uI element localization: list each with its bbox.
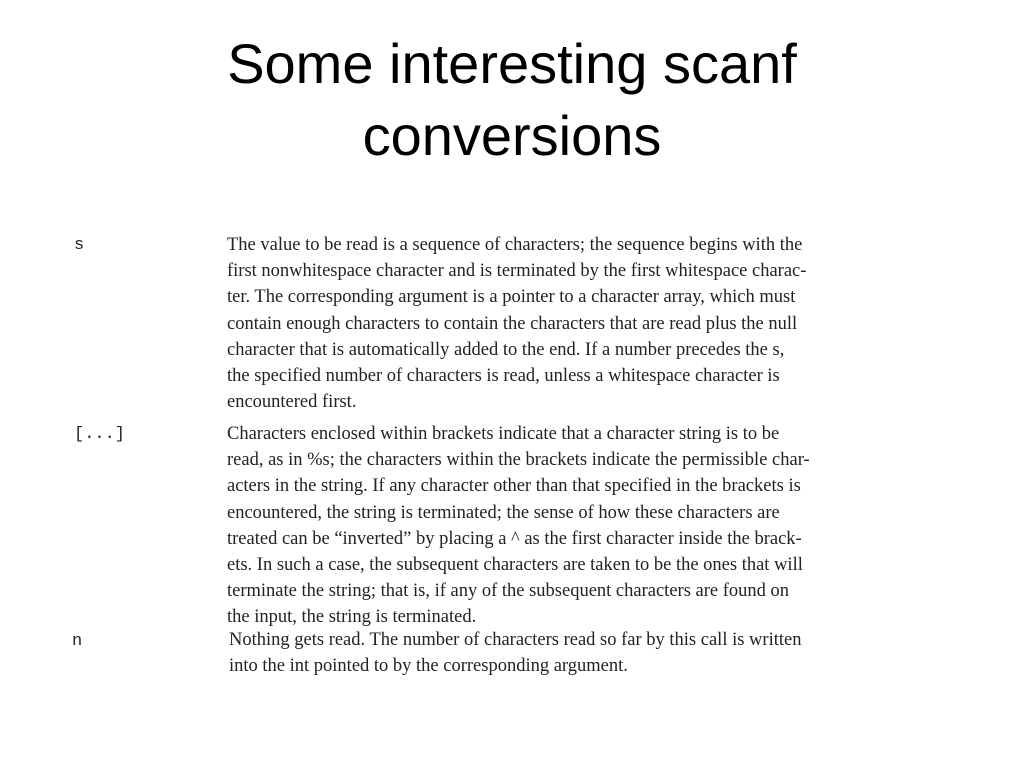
description-line: acters in the string. If any character other than that specified in the brackets is bbox=[227, 476, 801, 497]
description-line: encountered first. bbox=[227, 392, 357, 413]
conversion-description bbox=[229, 627, 801, 679]
description-line: into the int pointed to by the corresponding argument. bbox=[229, 656, 628, 677]
description-line: terminate the string; that is, if any of the subsequent characters are found on bbox=[227, 581, 790, 602]
conversion-description bbox=[227, 232, 806, 415]
description-line: ter. The corresponding argument is a pointer to a character array, which must bbox=[227, 287, 796, 308]
description-line: the input, the string is terminated. bbox=[227, 607, 477, 628]
slide-title bbox=[0, 28, 1024, 172]
description-line: read, as in %s; the characters within the brackets indicate the permissible char- bbox=[227, 450, 810, 471]
conversion-term: n bbox=[72, 632, 83, 651]
description-line: contain enough characters to contain the characters that are read plus the null bbox=[227, 313, 798, 334]
conversion-term: s bbox=[74, 236, 85, 255]
slide-title-line-1: Some interesting scanf bbox=[227, 32, 797, 95]
description-line: ets. In such a case, the subsequent characters are taken to be the ones that will bbox=[227, 555, 803, 576]
conversion-term: [...] bbox=[74, 425, 126, 444]
conversion-description bbox=[227, 421, 810, 631]
description-line: first nonwhitespace character and is terminated by the first whitespace charac- bbox=[227, 261, 807, 282]
description-line: encountered, the string is terminated; the sense of how these characters are bbox=[227, 502, 780, 523]
description-line: treated can be “inverted” by placing a ^ as the first character inside the brack- bbox=[227, 528, 802, 549]
description-line: the specified number of characters is read, unless a whitespace character is bbox=[227, 366, 780, 387]
slide-title-line-2: conversions bbox=[362, 104, 662, 167]
description-line: Characters enclosed within brackets indicate that a character string is to be bbox=[227, 424, 780, 444]
description-line: Nothing gets read. The number of characters read so far by this call is written bbox=[229, 630, 802, 650]
description-line: The value to be read is a sequence of characters; the sequence begins with the bbox=[227, 235, 803, 255]
description-line: character that is automatically added to the end. If a number precedes the s, bbox=[227, 339, 785, 360]
